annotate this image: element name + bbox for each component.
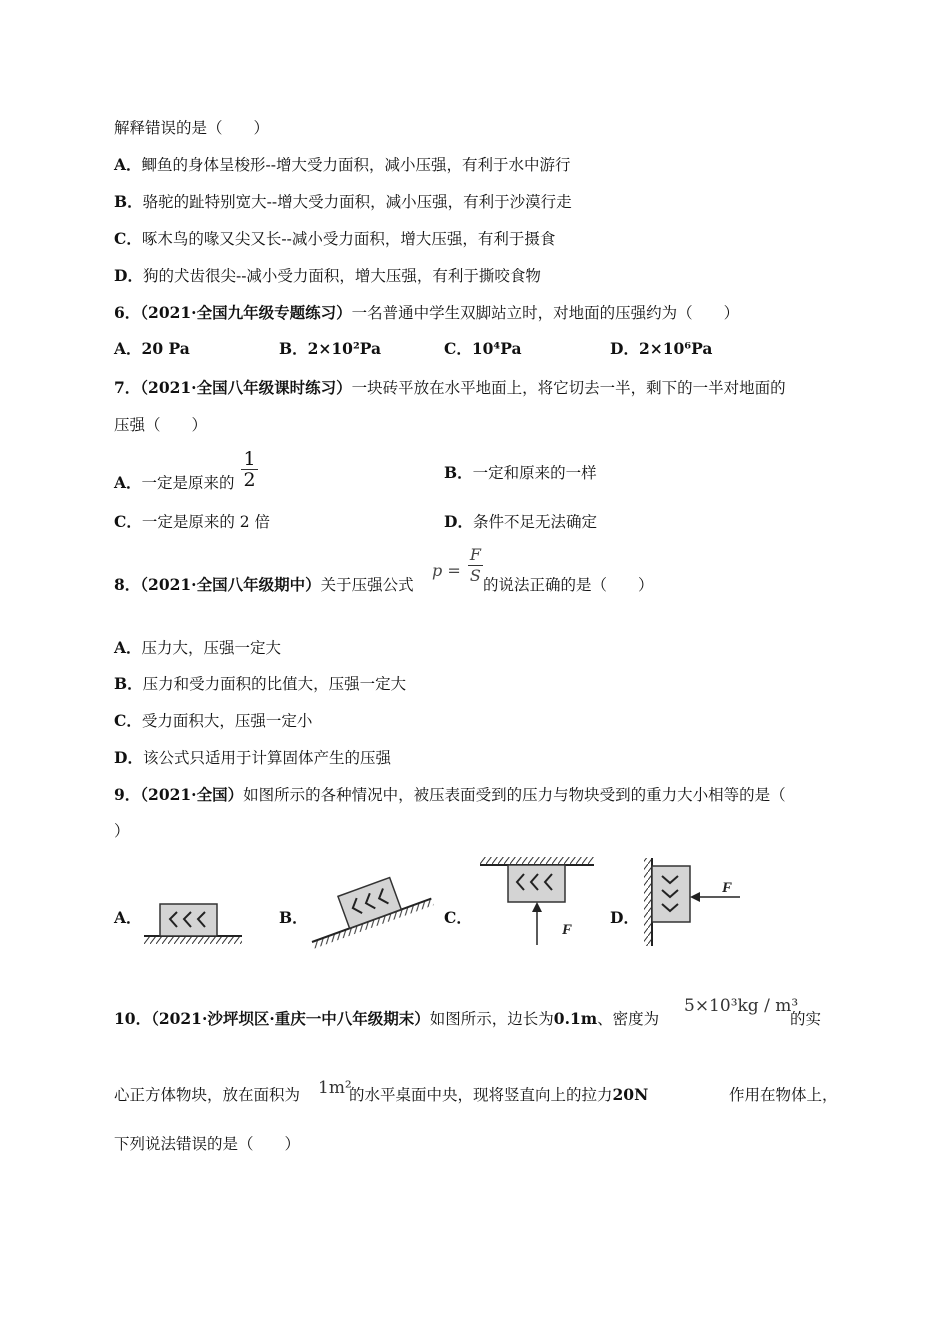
q9-option-b-letter: B．	[279, 908, 308, 927]
figure-a-block-on-ground	[144, 904, 242, 944]
edge-length-value: 0.1m	[553, 1009, 598, 1028]
q10-stem-line1-end: 的实	[790, 1010, 822, 1028]
figure-c-force-label: F	[562, 922, 573, 938]
q6-option-d: D．2×10⁶Pa	[610, 339, 713, 358]
option-text: 啄木鸟的喙又尖又长--减小受力面积，增大压强，有利于摄食	[141, 230, 556, 248]
figure-b-block-on-incline	[300, 867, 433, 949]
question-text: 如图所示的各种情况中，被压表面受到的压力与物块受到的重力大小相等的是（	[243, 786, 786, 804]
option-letter: A．	[114, 155, 142, 174]
option-letter: D．	[114, 266, 143, 285]
q6-option-c: C．10⁴Pa	[444, 339, 522, 358]
fraction-one-half: $\frac{1}{2}$	[243, 448, 256, 491]
q10-stem-line3: 下列说法错误的是（ ）	[114, 1135, 301, 1153]
option-text: 狗的犬齿很尖--减小受力面积，增大压强，有利于撕咬食物	[142, 267, 541, 285]
q8-option-c: C．受力面积大，压强一定小	[114, 711, 313, 730]
question-number: 7．	[114, 378, 141, 397]
question-text: 关于压强公式	[320, 576, 414, 594]
question-source: （2021·沙坪坝区·重庆一中八年级期末）	[151, 1009, 430, 1028]
q9-stem-line2: ）	[114, 822, 130, 840]
question-source: （2021·全国八年级期中）	[140, 575, 321, 594]
pressure-formula: p = $\frac{F}{S}$	[432, 545, 481, 585]
question-number: 10．	[114, 1009, 152, 1028]
q7-stem-line2: 压强（ ）	[114, 416, 208, 434]
option-letter: C．	[114, 229, 142, 248]
area-value: 1m²	[318, 1078, 352, 1098]
q7-option-b: B．一定和原来的一样	[444, 463, 597, 482]
option-text: 鲫鱼的身体呈梭形--增大受力面积，减小压强，有利于水中游行	[141, 156, 571, 174]
formula-fraction: $\frac{F}{S}$	[469, 545, 481, 585]
figure-d-force-label: F	[722, 880, 733, 896]
q10-stem-line2-end: 作用在物体上，	[729, 1086, 838, 1104]
q6-option-b: B．2×10²Pa	[279, 339, 382, 358]
q8-option-d: D．该公式只适用于计算固体产生的压强	[114, 748, 391, 767]
q10-stem-line2-mid: 的水平桌面中央，现将竖直向上的拉力20N	[349, 1085, 649, 1104]
question-number: 8．	[114, 575, 141, 594]
question-source: （2021·全国）	[140, 785, 244, 804]
q8-option-b: B．压力和受力面积的比值大，压强一定大	[114, 674, 407, 693]
q8-stem-post: 的说法正确的是（ ）	[483, 576, 654, 594]
q8-option-a: A．压力大，压强一定大	[114, 638, 282, 657]
q9-option-d-letter: D．	[610, 908, 639, 927]
question-number: 9．	[114, 785, 141, 804]
q7-option-a: A．一定是原来的 $\frac{1}{2}$	[114, 448, 256, 492]
q7-option-c: C．一定是原来的 2 倍	[114, 512, 271, 531]
question-text: 如图所示，边长为	[429, 1010, 554, 1028]
q9-option-a-letter: A．	[114, 908, 142, 927]
q7-option-d: D．条件不足无法确定	[444, 512, 597, 531]
figure-c-block-against-ceiling	[480, 857, 594, 945]
option-letter: B．	[114, 192, 143, 211]
question-number: 6．	[114, 303, 141, 322]
q10-stem-line2: 心正方体物块，放在面积为	[114, 1086, 301, 1104]
force-value: 20N	[612, 1085, 649, 1104]
question-source: （2021·全国八年级课时练习）	[140, 378, 352, 397]
question-text: 一块砖平放在水平地面上，将它切去一半，剩下的一半对地面的	[351, 379, 786, 397]
question-text: 一名普通中学生双脚站立时，对地面的压强约为（ ）	[351, 304, 740, 322]
density-value: 5×10³kg / m³	[684, 996, 799, 1016]
figure-d-block-against-wall	[644, 858, 740, 946]
option-text: 骆驼的趾特别宽大--增大受力面积，减小压强，有利于沙漠行走	[142, 193, 572, 211]
question-source: （2021·全国九年级专题练习）	[140, 303, 352, 322]
q6-option-a: A．20 Pa	[114, 339, 190, 358]
q9-option-c-letter: C．	[444, 908, 472, 927]
q10-stem-line1: 10．（2021·沙坪坝区·重庆一中八年级期末）如图所示，边长为0.1m、密度为	[114, 1009, 660, 1028]
q5-stem: 解释错误的是（ ）	[114, 119, 270, 137]
